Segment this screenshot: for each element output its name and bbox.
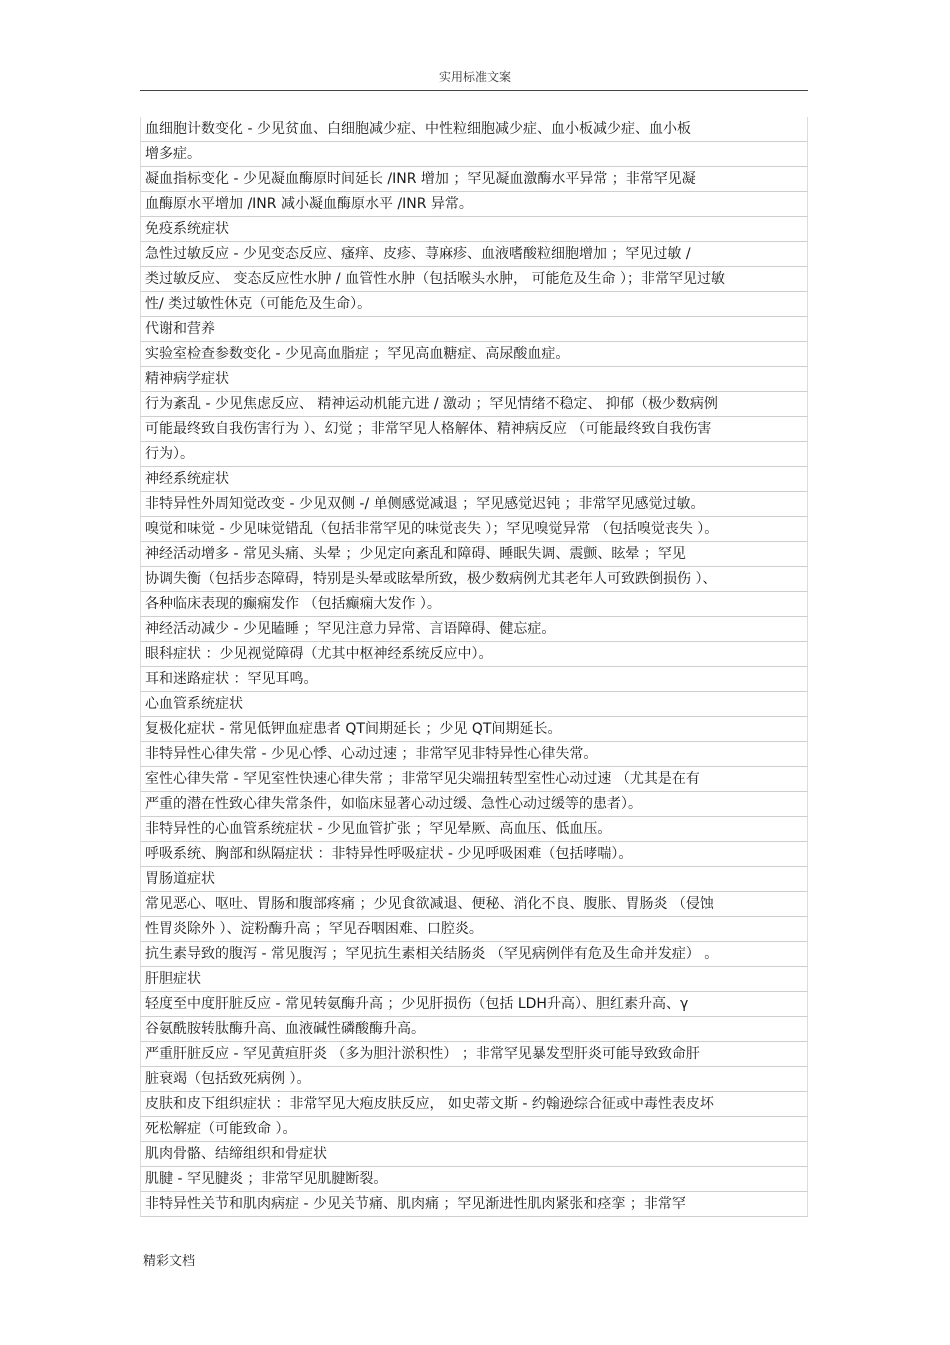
text-line: 血细胞计数变化 - 少见贫血、白细胞减少症、中性粒细胞减少症、血小板减少症、血小板: [140, 117, 808, 142]
section-heading: 肝胆症状: [140, 967, 808, 992]
text-line: 室性心律失常 - 罕见室性快速心律失常 ；非常罕见尖端扭转型室性心动过速 （尤其是在有: [140, 767, 808, 792]
text-line: 行为紊乱 - 少见焦虑反应、 精神运动机能亢进 / 激动 ；罕见情绪不稳定、 抑郁（极少数病例: [140, 392, 808, 417]
text-line: 复极化症状 - 常见低钾血症患者 QT间期延长 ；少见 QT间期延长。: [140, 717, 808, 742]
text-line: 严重肝脏反应 - 罕见黄疸肝炎 （多为胆汁淤积性） ；非常罕见暴发型肝炎可能导致致命肝: [140, 1042, 808, 1067]
text-line: 呼吸系统、胸部和纵隔症状 ：非特异性呼吸症状 - 少见呼吸困难（包括哮喘）。: [140, 842, 808, 867]
text-line: 皮肤和皮下组织症状 ：非常罕见大疱皮肤反应， 如史蒂文斯 - 约翰逊综合征或中毒性表皮坏: [140, 1092, 808, 1117]
section-heading: 心血管系统症状: [140, 692, 808, 717]
text-line: 抗生素导致的腹泻 - 常见腹泻 ；罕见抗生素相关结肠炎 （罕见病例伴有危及生命并发症） 。: [140, 942, 808, 967]
text-line: 神经活动增多 - 常见头痛、头晕 ；少见定向紊乱和障碍、睡眠失调、震颤、眩晕 ；罕见: [140, 542, 808, 567]
text-line: 增多症。: [140, 142, 808, 167]
text-line: 严重的潜在性致心律失常条件，如临床显著心动过缓、急性心动过缓等的患者）。: [140, 792, 808, 817]
page-header: 实用标准文案: [438, 70, 511, 84]
text-line: 神经活动减少 - 少见瞌睡 ；罕见注意力异常、言语障碍、健忘症。: [140, 617, 808, 642]
text-line: 死松解症（可能致命 ）。: [140, 1117, 808, 1142]
header-divider: [140, 90, 808, 91]
text-line: 可能最终致自我伤害行为 ）、幻觉 ；非常罕见人格解体、精神病反应 （可能最终致自我伤害: [140, 417, 808, 442]
section-heading: 代谢和营养: [140, 317, 808, 342]
text-line: 嗅觉和味觉 - 少见味觉错乱（包括非常罕见的味觉丧失 ）；罕见嗅觉异常 （包括嗅觉丧失 ）。: [140, 517, 808, 542]
text-line: 常见恶心、呕吐、胃肠和腹部疼痛 ；少见食欲减退、便秘、消化不良、腹胀、胃肠炎 （侵蚀: [140, 892, 808, 917]
text-line: 耳和迷路症状 ：罕见耳鸣。: [140, 667, 808, 692]
text-line: 行为）。: [140, 442, 808, 467]
text-line: 眼科症状 ：少见视觉障碍（尤其中枢神经系统反应中）。: [140, 642, 808, 667]
text-line: 非特异性的心血管系统症状 - 少见血管扩张 ；罕见晕厥、高血压、低血压。: [140, 817, 808, 842]
text-line: 凝血指标变化 - 少见凝血酶原时间延长 /INR 增加 ；罕见凝血激酶水平异常 ；非常罕见凝: [140, 167, 808, 192]
text-line: 脏衰竭（包括致死病例 ）。: [140, 1067, 808, 1092]
text-line: 非特异性外周知觉改变 - 少见双侧 -/ 单侧感觉减退 ；罕见感觉迟钝 ；非常罕见感觉过敏。: [140, 492, 808, 517]
section-heading: 胃肠道症状: [140, 867, 808, 892]
text-line: 轻度至中度肝脏反应 - 常见转氨酶升高 ；少见肝损伤（包括 LDH升高）、胆红素升高、γ: [140, 992, 808, 1017]
text-line: 谷氨酰胺转肽酶升高、血液碱性磷酸酶升高。: [140, 1017, 808, 1042]
section-heading: 肌肉骨骼、结缔组织和骨症状: [140, 1142, 808, 1167]
text-line: 性/ 类过敏性休克（可能危及生命）。: [140, 292, 808, 317]
section-heading: 免疫系统症状: [140, 217, 808, 242]
text-line: 非特异性心律失常 - 少见心悸、心动过速 ；非常罕见非特异性心律失常。: [140, 742, 808, 767]
text-line: 非特异性关节和肌肉病症 - 少见关节痛、肌肉痛 ；罕见渐进性肌肉紧张和痉挛 ；非常罕: [140, 1192, 808, 1217]
text-line: 各种临床表现的癫痫发作 （包括癫痫大发作 ）。: [140, 592, 808, 617]
text-line: 急性过敏反应 - 少见变态反应、瘙痒、皮疹、荨麻疹、血液嗜酸粒细胞增加 ；罕见过敏 /: [140, 242, 808, 267]
text-line: 肌腱 - 罕见腱炎 ；非常罕见肌腱断裂。: [140, 1167, 808, 1192]
text-line: 性胃炎除外 ）、淀粉酶升高 ；罕见吞咽困难、口腔炎。: [140, 917, 808, 942]
text-line: 类过敏反应、 变态反应性水肿 / 血管性水肿（包括喉头水肿， 可能危及生命 ）；非常罕见过敏: [140, 267, 808, 292]
section-heading: 神经系统症状: [140, 467, 808, 492]
text-line: 协调失衡（包括步态障碍，特别是头晕或眩晕所致，极少数病例尤其老年人可致跌倒损伤 ）、: [140, 567, 808, 592]
text-line: 血酶原水平增加 /INR 减小凝血酶原水平 /INR 异常。: [140, 192, 808, 217]
page-footer: 精彩文档: [143, 1254, 196, 1269]
document-body: [140, 117, 808, 1217]
text-line: 实验室检查参数变化 - 少见高血脂症 ；罕见高血糖症、高尿酸血症。: [140, 342, 808, 367]
section-heading: 精神病学症状: [140, 367, 808, 392]
